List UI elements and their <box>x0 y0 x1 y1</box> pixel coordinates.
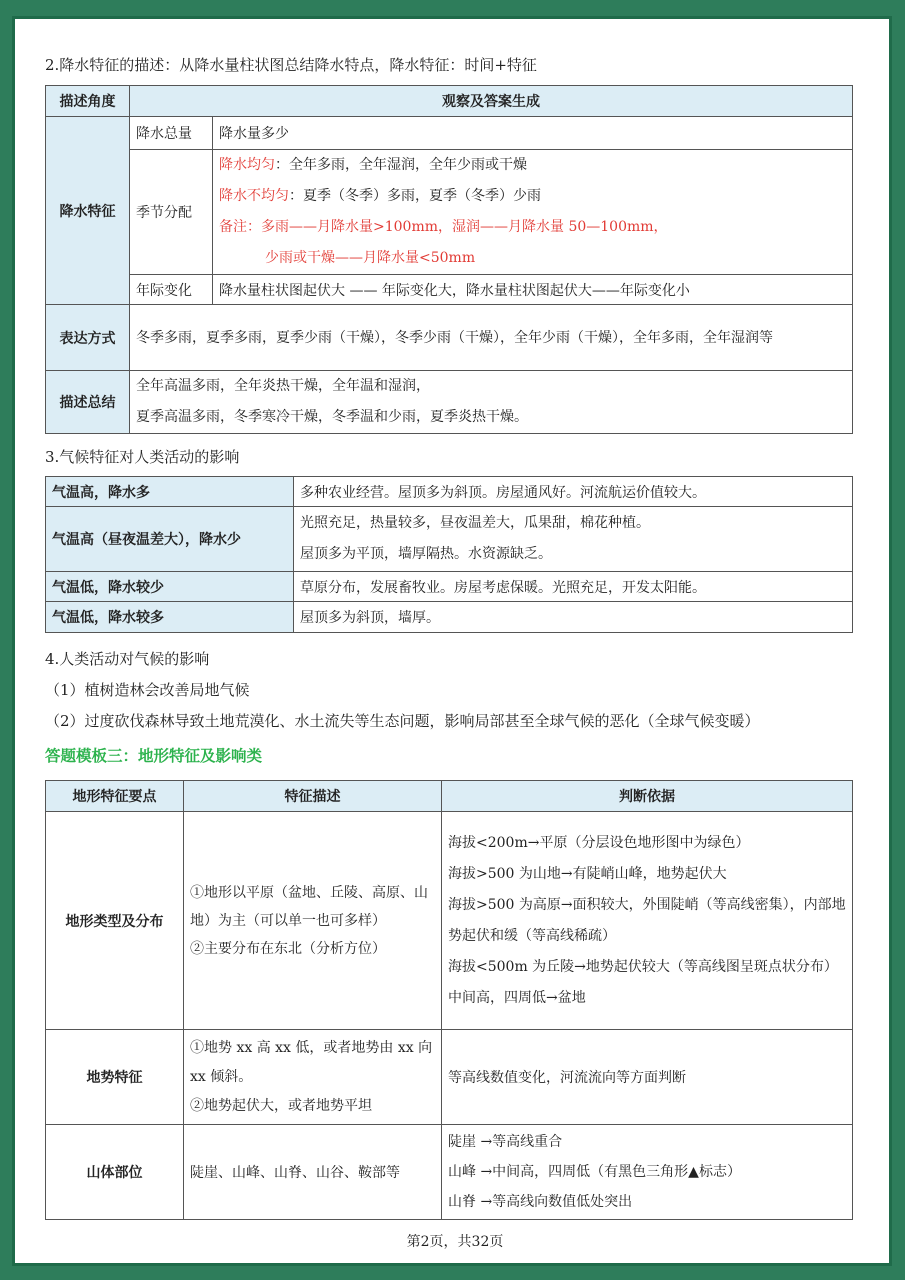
impact-row-text: 多种农业经营。屋顶多为斜顶。房屋通风好。河流航运价值较大。 <box>294 477 853 507</box>
impact-row-label: 气温低，降水较少 <box>46 572 294 602</box>
climate-impact-table <box>45 476 853 633</box>
type-desc-1: ①地形以平原（盆地、丘陵、高原、山地）为主（可以单一也可多样） <box>190 884 428 929</box>
basis-line: 海拔>500 为山地→有陡峭山峰，地势起伏大 <box>448 865 727 882</box>
terrain-feature-desc <box>184 1030 442 1125</box>
type-desc-2: ②主要分布在东北（分析方位） <box>190 940 386 957</box>
section2-heading: 2.降水特征的描述：从降水量柱状图总结降水特点，降水特征：时间+特征 <box>45 56 537 74</box>
basis-line: 山峰 →中间高，四周低（有黑色三角形▲标志） <box>448 1164 741 1180</box>
col-feature-desc: 特征描述 <box>184 781 442 812</box>
section4-item2: （2）过度砍伐森林导致土地荒漠化、水土流失等生态问题，影响局部甚至全球气候的恶化（全球气候变暖） <box>45 712 760 730</box>
basis-line: 山脊 →等高线向数值低处突出 <box>448 1194 633 1210</box>
note-line2: 少雨或干燥——月降水量<50mm <box>265 250 476 266</box>
col-judgement-basis: 判断依据 <box>442 781 853 812</box>
summary-line2: 夏季高温多雨，冬季寒冷干燥，冬季温和少雨，夏季炎热干燥。 <box>136 409 528 425</box>
mountain-part-label: 山体部位 <box>46 1125 184 1220</box>
season-label: 季节分配 <box>130 150 213 275</box>
annual-label: 年际变化 <box>130 275 213 305</box>
basis-line: 中间高，四周低→盆地 <box>448 989 586 1006</box>
annual-text: 降水量柱状图起伏大 —— 年际变化大，降水量柱状图起伏大——年际变化小 <box>213 275 853 305</box>
total-label: 降水总量 <box>130 117 213 150</box>
terrain-type-label: 地形类型及分布 <box>46 812 184 1030</box>
precip-features-label: 降水特征 <box>46 117 130 305</box>
basis-line: 海拔<200m→平原（分层设色地形图中为绿色） <box>448 834 750 851</box>
even-label: 降水均匀 <box>219 157 275 173</box>
season-text <box>213 150 853 275</box>
express-text: 冬季多雨，夏季多雨，夏季少雨（干燥），冬季少雨（干燥），全年少雨（干燥），全年多雨，全年湿润等 <box>130 305 853 371</box>
impact-line: 屋顶多为平顶，墙厚隔热。水资源缺乏。 <box>300 546 552 562</box>
summary-line1: 全年高温多雨，全年炎热干燥，全年温和湿润， <box>136 378 430 394</box>
even-text: ：全年多雨，全年湿润，全年少雨或干燥 <box>275 157 527 173</box>
basis-line: 陡崖 →等高线重合 <box>448 1134 563 1150</box>
basis-line: 海拔>500 为高原→面积较大，外围陡峭（等高线密集），内部地势起伏和缓（等高线稀疏） <box>448 896 846 944</box>
impact-row-label: 气温高，降水多 <box>46 477 294 507</box>
precipitation-table <box>45 85 853 434</box>
terrain-desc-1: ①地势 xx 高 xx 低，或者地势由 xx 向 xx 倾斜。 <box>190 1039 433 1085</box>
basis-line: 海拔<500m 为丘陵→地势起伏较大（等高线图呈斑点状分布） <box>448 958 838 975</box>
section4-item1: （1）植树造林会改善局地气候 <box>45 681 250 699</box>
section4-heading: 4.人类活动对气候的影响 <box>45 650 210 668</box>
page-footer: 第2页，共32页 <box>406 1234 504 1250</box>
uneven-label: 降水不均匀 <box>219 188 289 204</box>
terrain-feature-label: 地势特征 <box>46 1030 184 1125</box>
terrain-feature-basis: 等高线数值变化，河流流向等方面判断 <box>442 1030 853 1125</box>
template3-title: 答题模板三：地形特征及影响类 <box>45 747 263 765</box>
express-label: 表达方式 <box>46 305 130 371</box>
impact-row-label: 气温低，降水较多 <box>46 602 294 633</box>
col-terrain-point: 地形特征要点 <box>46 781 184 812</box>
impact-row-text: 屋顶多为斜顶，墙厚。 <box>294 602 853 633</box>
impact-row-text <box>294 507 853 572</box>
col-observation: 观察及答案生成 <box>130 86 853 117</box>
terrain-desc-2: ②地势起伏大，或者地势平坦 <box>190 1097 372 1114</box>
summary-label: 描述总结 <box>46 371 130 434</box>
note-line1: 备注：多雨——月降水量>100mm，湿润——月降水量 50—100mm， <box>219 219 668 235</box>
impact-row-label: 气温高（昼夜温差大），降水少 <box>46 507 294 572</box>
impact-row-text: 草原分布，发展畜牧业。房屋考虑保暖。光照充足，开发太阳能。 <box>294 572 853 602</box>
impact-line: 光照充足，热量较多，昼夜温差大，瓜果甜，棉花种植。 <box>300 515 650 531</box>
terrain-table <box>45 780 853 1220</box>
page <box>12 16 892 1266</box>
section3-heading: 3.气候特征对人类活动的影响 <box>45 448 240 466</box>
mountain-part-desc: 陡崖、山峰、山脊、山谷、鞍部等 <box>184 1125 442 1220</box>
mountain-part-basis <box>442 1125 853 1220</box>
uneven-text: ：夏季（冬季）多雨，夏季（冬季）少雨 <box>289 188 541 204</box>
summary-text <box>130 371 853 434</box>
total-text: 降水量多少 <box>213 117 853 150</box>
terrain-type-basis <box>442 812 853 1030</box>
col-angle: 描述角度 <box>46 86 130 117</box>
terrain-type-desc <box>184 812 442 1030</box>
